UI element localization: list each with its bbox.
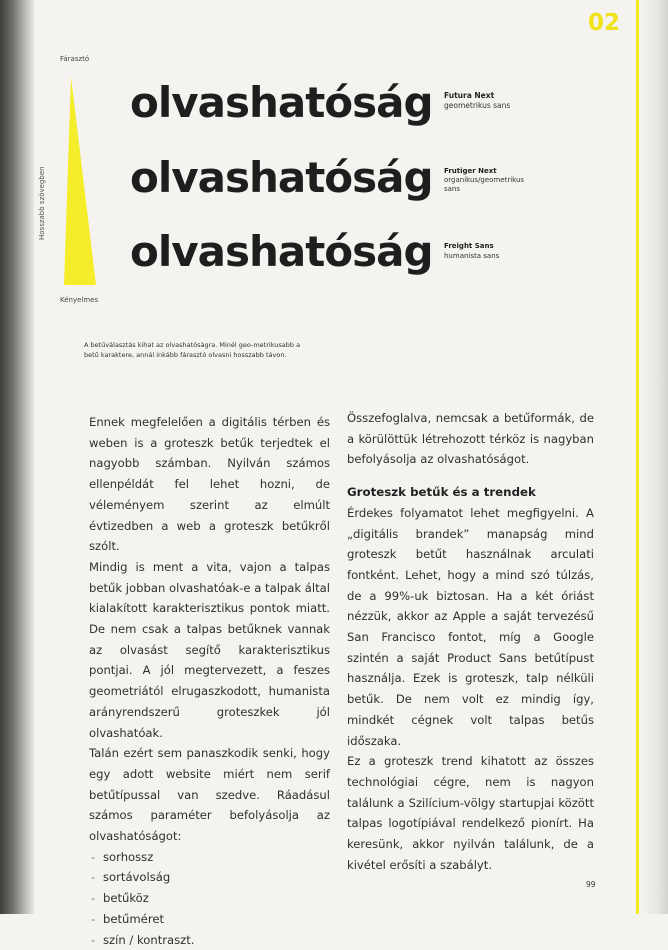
paragraph: Ez a groteszk trend kihatott az összes technológiai cégre, nem is nagyon találunk a Szilícium-völgy startupjai között talpas logotípiával rendelkező pionírt. Ha keresünk, akkor nyilván találunk, de a kivétel erősíti a szabályt. [347, 754, 594, 872]
paragraph: Összefoglalva, nemcsak a betűformák, de a körülöttük létrehozott térköz is nagyban befolyásolja az olvashatóságot. [347, 411, 594, 467]
paragraph: Érdekes folyamatot lehet megfigyelni. A „digitális brandek” manapság mind groteszk betűt használnak arculati fontként. Lehet, hogy a mind szó túlzás, de a 99%-uk biztosan. Ha a két óriást nézzük, akkor az Apple a saját tervezésű San Francisco fontot, míg a Google szintén a saját Product Sans betűtípust használja. Ezek is groteszk, talp nélküli betűk. De nem volt ez mindig így, mindkét cégnek volt talpas betűs időszaka. [347, 505, 594, 748]
paragraph: Ennek megfelelően a digitális térben és weben is a groteszk betűk terjedtek el nagyobb számban. Nyilván számos ellenpéldát fel lehet hozni, de véleményem szerint az elmúlt évtizedben a web a groteszk betűkről szólt. [89, 415, 330, 554]
scale-side-label: Hosszabb szövegben [38, 166, 46, 240]
sample-word-3: olvashatóság [130, 227, 433, 276]
body-column-2 [347, 408, 594, 875]
page-number: 99 [586, 880, 596, 889]
chapter-number: 02 [588, 10, 621, 36]
list-item: - betűméret [91, 911, 165, 926]
legibility-scale-triangle [60, 77, 100, 285]
scale-bottom-label: Kényelmes [60, 296, 99, 304]
list-item: - sortávolság [91, 870, 171, 885]
paragraph: Talán ezért sem panaszkodik senki, hogy egy adott website miért nem serif betűtípussal van szedve. Ráadásul számos paraméter befolyásolja az olvashatóságot: [89, 746, 330, 844]
section-heading: Groteszk betűk és a trendek [347, 485, 536, 500]
list-item: - betűköz [91, 891, 149, 906]
parameter-list [89, 847, 330, 950]
font-desc-1: geometrikus sans [444, 101, 511, 110]
list-item: - sorhossz [91, 849, 154, 864]
sample-word-2: olvashatóság [130, 153, 433, 202]
figure-caption: A betűválasztás kihat az olvashatóságra. Minél geo-metrikusabb a betű karaktere, annál inkább fárasztó olvasni hosszabb távon. [84, 341, 301, 359]
font-name-2: Frutiger Next [444, 167, 497, 175]
body-column-1 [89, 412, 330, 950]
font-desc-3: humanista sans [444, 252, 500, 260]
font-desc-2: organikus/geometrikus sans [444, 176, 525, 193]
book-spine-shadow [0, 0, 34, 914]
sample-word-1: olvashatóság [130, 78, 433, 127]
paragraph: Mindig is ment a vita, vajon a talpas betűk jobban olvashatóak-e a talpak által kialakított karakterisztikus pontok miatt. De nem csak a talpas betűknek vannak az olvasást segítő karakterisztikus pontjai. A jól megtervezett, a feszes geometriától elrugaszkodott, humanista arányrendszerű groteszkek jól olvashatóak. [89, 559, 330, 740]
page-edge [642, 0, 668, 914]
list-item: - szín / kontraszt. [91, 932, 195, 947]
accent-strip [636, 0, 639, 914]
font-name-1: Futura Next [444, 91, 495, 100]
scale-top-label: Fárasztó [60, 55, 90, 63]
font-name-3: Freight Sans [444, 242, 494, 250]
